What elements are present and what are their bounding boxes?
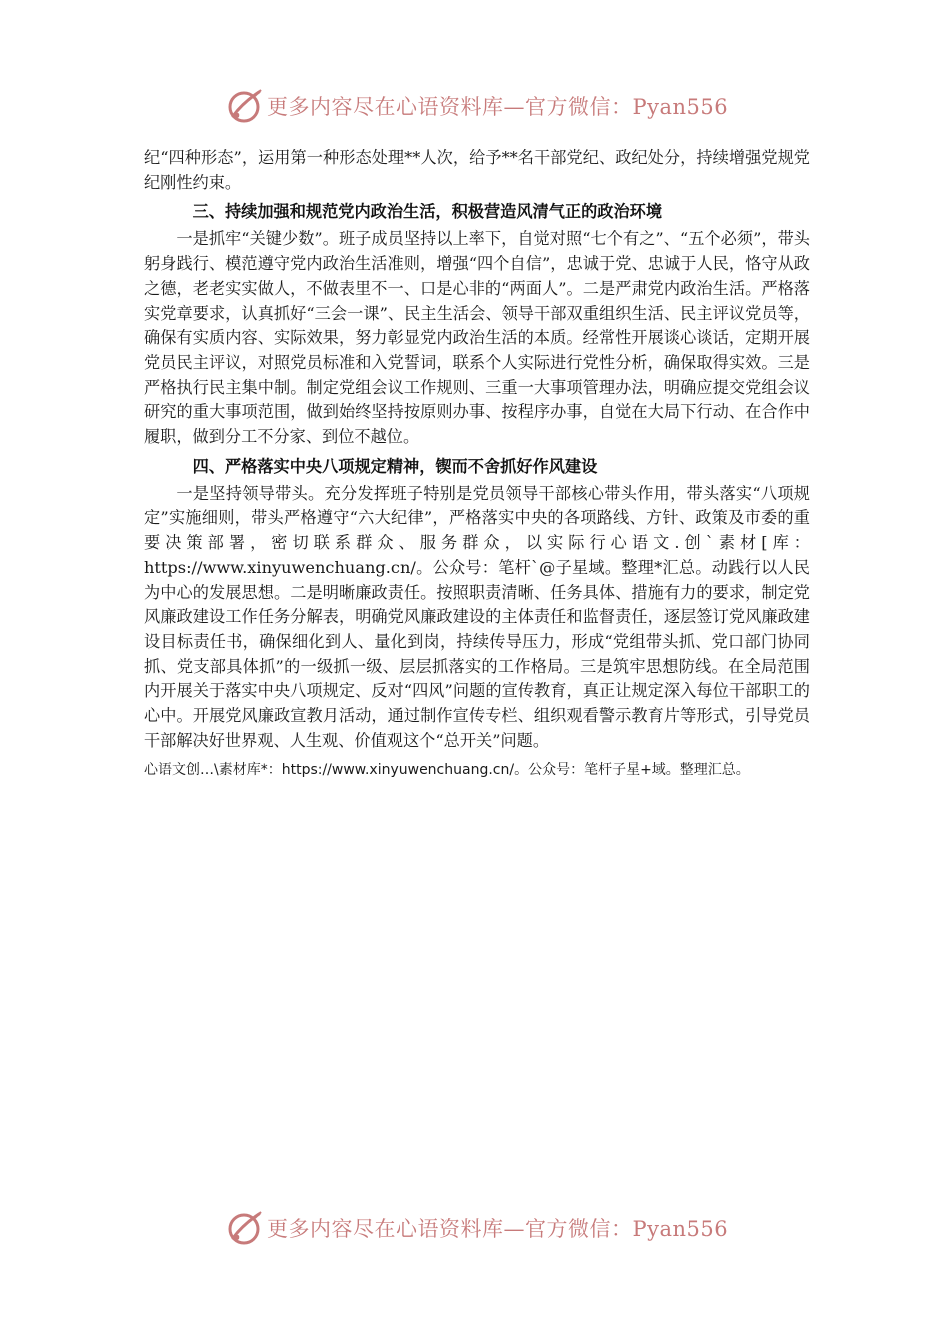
source-footnote: 心语文创…\素材库*：https://www.xinyuwenchuang.cn/。公众号：笔杆子星+域。整理汇总。 xyxy=(144,762,750,779)
banner-text: 更多内容尽在心语资料库—官方微信：Pyan556 xyxy=(267,1217,729,1241)
document-body xyxy=(144,146,810,782)
paragraph-continuation: 纪“四种形态”，运用第一种形态处理**人次，给予**名干部党纪、政纪处分，持续增强党规党纪刚性约束。 xyxy=(144,148,810,192)
brush-logo-icon xyxy=(225,1208,265,1248)
section-heading-4: 四、严格落实中央八项规定精神，锲而不舍抓好作风建设 xyxy=(192,456,598,476)
brush-logo-icon xyxy=(225,86,265,126)
paragraph-section-4: 一是坚持领导带头。充分发挥班子特别是党员领导干部核心带头作用，带头落实“八项规定”实施细则，带头严格遵守“六大纪律”，严格落实中央的各项路线、方针、政策及市委的重要决策部署，密切联系群众、服务群众，以实际行心语文.创`素材[库：https://www.xinyuwenchuang.cn/。公众号：笔杆`@子星域。整理*汇总。动践行以人民为中心的发展思想。二是明晰廉政责任。按照职责清晰、任务具体、措施有力的要求，制定党风廉政建设工作任务分解表，明确党风廉政建设的主体责任和监督责任，逐层签订党风廉政建设目标责任书，确保细化到人、量化到岗，持续传导压力，形成“党组带头抓、党口部门协同抓、党支部具体抓”的一级抓一级、层层抓落实的工作格局。三是筑牢思想防线。在全局范围内开展关于落实中央八项规定、反对“四风”问题的宣传教育，真正让规定深入每位干部职工的心中。开展党风廉政宣教月活动，通过制作宣传专栏、组织观看警示教育片等形式，引导党员干部解决好世界观、人生观、价值观这个“总开关”问题。 xyxy=(144,483,810,750)
footer-banner xyxy=(225,1206,745,1250)
section-heading-3: 三、持续加强和规范党内政治生活，积极营造风清气正的政治环境 xyxy=(192,202,663,222)
banner-text: 更多内容尽在心语资料库—官方微信：Pyan556 xyxy=(267,95,729,119)
paragraph-section-3: 一是抓牢“关键少数”。班子成员坚持以上率下，自觉对照“七个有之”、“五个必须”，带头躬身践行、模范遵守党内政治生活准则，增强“四个自信”，忠诚于党、忠诚于人民，恪守从政之德，老老实实做人，不做表里不一、口是心非的“两面人”。二是严肃党内政治生活。严格落实党章要求，认真抓好“三会一课”、民主生活会、领导干部双重组织生活、民主评议党员等，确保有实质内容、实际效果，努力彰显党内政治生活的本质。经常性开展谈心谈话，定期开展党员民主评议，对照党员标准和入党誓词，联系个人实际进行党性分析，确保取得实效。三是严格执行民主集中制。制定党组会议工作规则、三重一大事项管理办法，明确应提交党组会议研究的重大事项范围，做到始终坚持按原则办事、按程序办事，自觉在大局下行动、在合作中履职，做到分工不分家、到位不越位。 xyxy=(144,229,810,447)
header-banner xyxy=(225,84,745,128)
